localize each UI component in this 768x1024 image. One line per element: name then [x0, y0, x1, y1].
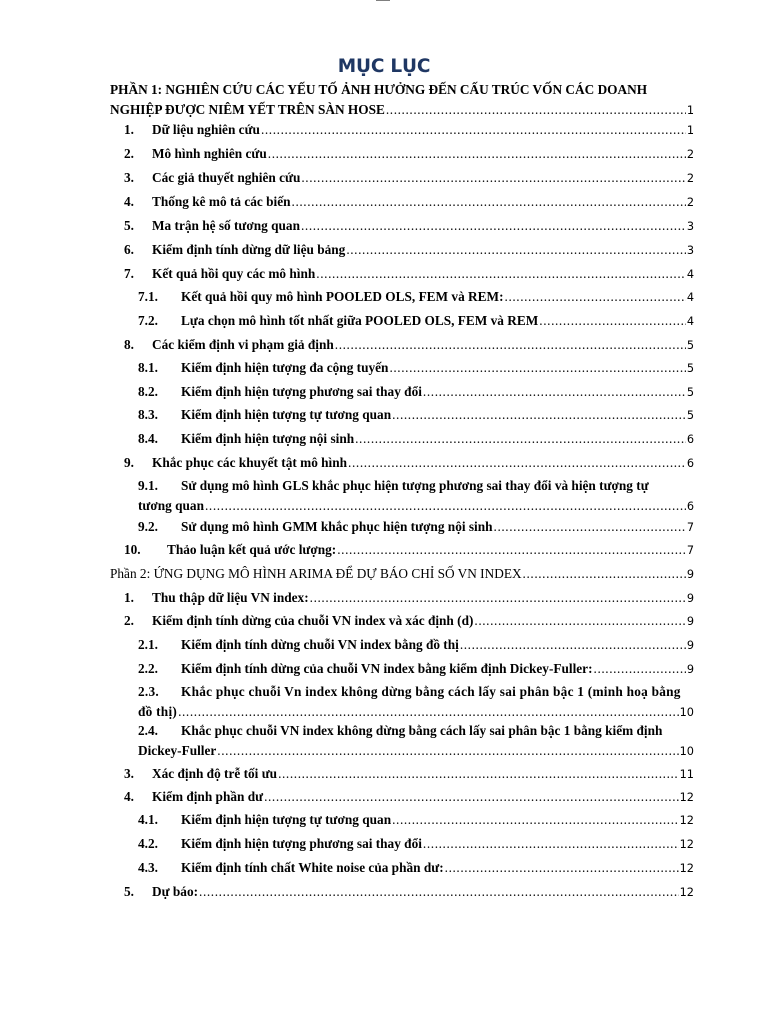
toc-dot-leader [301, 168, 685, 188]
toc-entry-title: Kiểm định hiện tượng tự tương quan [181, 407, 392, 422]
toc-entry-title: NGHIỆP ĐƯỢC NIÊM YẾT TRÊN SÀN HOSE [110, 101, 385, 117]
toc-entry-title-line1: Sử dụng mô hình GLS khắc phục hiện tượng phương sai thay đổi và hiện tượng tự [181, 478, 649, 493]
toc-entry-title: Các kiểm định vi phạm giả định [152, 337, 334, 352]
toc-dot-leader [264, 787, 679, 807]
toc-entry-title: Kiểm định tính dừng của chuỗi VN index bằng kiểm định Dickey-Fuller: [181, 661, 593, 676]
toc-page-number: 2 [686, 196, 694, 209]
toc-entry-title: Kết quả hồi quy các mô hình [152, 266, 316, 281]
toc-entry-title: Xác định độ trễ tối ưu [152, 766, 278, 781]
toc-dot-leader [337, 540, 686, 560]
toc-entry-title: Phần 2: ỨNG DỤNG MÔ HÌNH ARIMA ĐỂ DỰ BÁO CHỈ SỐ VN INDEX [110, 566, 522, 581]
toc-entry-title-line1: Khắc phục chuỗi Vn index không dừng bằng cách lấy sai phân bậc 1 (minh hoạ bằng [181, 684, 681, 699]
toc-entry-number: 4.3. [138, 860, 158, 875]
toc-page-number: 4 [686, 291, 694, 304]
toc-entry[interactable] [124, 588, 694, 609]
toc-dot-leader [594, 659, 686, 679]
toc-entry-title: Kiểm định hiện tượng đa cộng tuyến [181, 360, 389, 375]
toc-entry[interactable] [124, 453, 694, 474]
toc-entry[interactable] [124, 764, 694, 785]
toc-entry-title: Kiểm định hiện tượng phương sai thay đổi [181, 384, 422, 399]
toc-page-number: 9 [686, 663, 694, 676]
toc-entry[interactable] [124, 611, 694, 632]
toc-entry-title: Lựa chọn mô hình tốt nhất giữa POOLED OLS, FEM và REM [181, 313, 539, 328]
toc-entry-number: 1. [124, 122, 134, 137]
toc-entry-title-line1: PHẦN 1: NGHIÊN CỨU CÁC YẾU TỐ ẢNH HƯỞNG ĐẾN CẤU TRÚC VỐN CÁC DOANH [110, 82, 648, 97]
toc-page-number: 9 [686, 615, 694, 628]
toc-page-number: 7 [686, 544, 694, 557]
toc-entry-title: Kiểm định hiện tượng nội sinh [181, 431, 355, 446]
toc-entry-title: Kiểm định phần dư [152, 789, 264, 804]
toc-entry[interactable] [124, 192, 694, 213]
toc-page-number: 12 [679, 838, 694, 851]
toc-entry[interactable] [124, 120, 694, 141]
toc-dot-leader [348, 453, 686, 473]
toc-entry[interactable] [124, 264, 694, 285]
toc-page-number: 10 [679, 705, 694, 719]
toc-page-number: 6 [686, 433, 694, 446]
toc-entry-part-2[interactable] [110, 564, 694, 585]
toc-page-number: 5 [686, 386, 694, 399]
toc-entry-sub[interactable] [138, 517, 694, 538]
toc-entry-title: Kiểm định hiện tượng phương sai thay đổi [181, 836, 422, 851]
toc-entry-number: 8. [124, 337, 134, 352]
toc-dot-leader [301, 216, 686, 236]
toc-entry-title: Sử dụng mô hình GMM khắc phục hiện tượng nội sinh [181, 519, 493, 534]
toc-entry-number: 7.1. [138, 289, 158, 304]
toc-entry-number: 4.2. [138, 836, 158, 851]
toc-page-number: 4 [686, 268, 694, 281]
toc-dot-leader [310, 588, 686, 608]
toc-page-number: 5 [686, 409, 694, 422]
toc-entry-title: Ma trận hệ số tương quan [152, 218, 300, 233]
toc-entry-sub[interactable] [138, 405, 694, 426]
toc-entry-title: Mô hình nghiên cứu [152, 146, 267, 161]
toc-entry-title: Thống kê mô tả các biến [152, 194, 291, 209]
toc-entry-title: Kiểm định hiện tượng tự tương quan [181, 812, 392, 827]
toc-entry-number: 3. [124, 766, 134, 781]
toc-dot-leader [292, 192, 686, 212]
toc-entry-title: Kết quả hồi quy mô hình POOLED OLS, FEM và REM: [181, 289, 504, 304]
toc-entry-title: Thu thập dữ liệu VN index: [152, 590, 309, 605]
toc-entry-sub[interactable] [138, 858, 694, 879]
toc-entry[interactable] [124, 240, 694, 261]
toc-page-number: 10 [679, 744, 694, 758]
toc-dot-leader [217, 741, 678, 761]
toc-page-number: 9 [686, 568, 694, 581]
toc-entry-number: 9.1. [138, 478, 158, 493]
toc-entry[interactable] [124, 216, 694, 237]
toc-entry-number: 1. [124, 590, 134, 605]
toc-entry-number: 9. [124, 455, 134, 470]
toc-page-number: 1 [686, 124, 694, 137]
toc-page-number: 5 [686, 339, 694, 352]
toc-dot-leader [386, 100, 686, 120]
toc-page-number: 4 [686, 315, 694, 328]
toc-dot-leader [474, 611, 685, 631]
toc-entry-sub[interactable] [138, 358, 694, 379]
toc-entry-number: 4. [124, 194, 134, 209]
toc-entry-number: 5. [124, 884, 134, 899]
toc-entry-number: 2.2. [138, 661, 158, 676]
toc-entry-number: 7. [124, 266, 134, 281]
toc-entry-sub[interactable] [138, 635, 694, 656]
toc-page-number: 12 [679, 791, 694, 804]
toc-page-number: 5 [686, 362, 694, 375]
toc-entry-number: 6. [124, 242, 134, 257]
toc-entry-sub[interactable] [138, 659, 694, 680]
toc-entry-number: 8.1. [138, 360, 158, 375]
toc-dot-leader [335, 335, 686, 355]
toc-entry-number: 2. [124, 146, 134, 161]
toc-entry[interactable] [124, 540, 694, 561]
toc-page-number: 7 [686, 521, 694, 534]
toc-entry-title: Khắc phục các khuyết tật mô hình [152, 455, 348, 470]
toc-entry-title: Kiểm định tính dừng của chuỗi VN index và xác định (d) [152, 613, 474, 628]
toc-dot-leader [445, 858, 679, 878]
toc-dot-leader [355, 429, 686, 449]
toc-entry-number: 5. [124, 218, 134, 233]
toc-page-number: 3 [686, 220, 694, 233]
toc-dot-leader [494, 517, 686, 537]
toc-dot-leader [178, 702, 679, 722]
toc-dot-leader [392, 810, 679, 830]
toc-entry-number: 3. [124, 170, 134, 185]
toc-entry-number: 9.2. [138, 519, 158, 534]
toc-dot-leader [346, 240, 685, 260]
toc-entry-number: 10. [124, 542, 141, 557]
toc-dot-leader [505, 287, 686, 307]
toc-entry-number: 4.1. [138, 812, 158, 827]
toc-entry-number: 8.2. [138, 384, 158, 399]
toc-entry-part-1[interactable] [110, 80, 694, 120]
toc-entry-title: Các giả thuyết nghiên cứu [152, 170, 301, 185]
toc-entry-number: 2.3. [138, 684, 159, 699]
toc-dot-leader [199, 882, 679, 902]
toc-page-number: 2 [686, 148, 694, 161]
toc-entry-title: Kiểm định tính dừng chuỗi VN index bằng đồ thị [181, 637, 459, 652]
toc-page-number: 6 [686, 499, 694, 513]
toc-page-number: 12 [679, 814, 694, 827]
toc-entry-sub[interactable] [138, 682, 694, 722]
toc-entry-number: 8.4. [138, 431, 158, 446]
toc-dot-leader [261, 120, 686, 140]
toc-heading: MỤC LỤC [337, 56, 431, 77]
toc-page-number: 9 [686, 592, 694, 605]
toc-entry-number: 2.1. [138, 637, 158, 652]
toc-dot-leader [268, 144, 686, 164]
toc-dot-leader [278, 764, 679, 784]
toc-entry-sub[interactable] [138, 311, 694, 332]
toc-page-number: 3 [686, 244, 694, 257]
toc-page-number: 12 [679, 862, 694, 875]
toc-page-number: 9 [686, 639, 694, 652]
toc-dot-leader [423, 834, 679, 854]
toc-entry-number: 2. [124, 613, 134, 628]
toc-entry-title: Dữ liệu nghiên cứu [152, 122, 260, 137]
toc-entry[interactable] [124, 144, 694, 165]
toc-dot-leader [205, 496, 686, 516]
toc-entry-sub[interactable] [138, 429, 694, 450]
toc-entry[interactable] [124, 168, 694, 189]
toc-dot-leader [460, 635, 686, 655]
toc-page-number: 6 [686, 457, 694, 470]
toc-entry-title-line1: Khắc phục chuỗi VN index không dừng bằng cách lấy sai phân bậc 1 bằng kiểm định [181, 723, 663, 738]
toc-entry[interactable] [124, 335, 694, 356]
toc-dot-leader [316, 264, 686, 284]
toc-entry-title: Thảo luận kết quả ước lượng: [167, 542, 337, 557]
toc-entry-sub[interactable] [138, 721, 694, 761]
toc-entry-number: 8.3. [138, 407, 158, 422]
toc-page-number: 2 [686, 172, 694, 185]
toc-page-number: 12 [679, 886, 694, 899]
toc-entry-title: Kiểm định tính chất White noise của phần dư: [181, 860, 444, 875]
toc-entry[interactable] [124, 787, 694, 808]
toc-dot-leader [523, 564, 686, 584]
toc-dot-leader [389, 358, 685, 378]
toc-entry-sub[interactable] [138, 287, 694, 308]
toc-entry-sub[interactable] [138, 834, 694, 855]
toc-entry-title: Dự báo: [152, 884, 199, 899]
toc-entry[interactable] [124, 882, 694, 903]
toc-entry-sub[interactable] [138, 382, 694, 403]
toc-entry-title: tương quan [138, 497, 204, 513]
toc-entry-title: Dickey-Fuller [138, 742, 217, 758]
toc-entry-title: đồ thị) [138, 703, 178, 719]
toc-dot-leader [392, 405, 686, 425]
toc-entry-number: 4. [124, 789, 134, 804]
toc-entry-number: 2.4. [138, 723, 158, 738]
toc-dot-leader [539, 311, 686, 331]
toc-entry-sub[interactable] [138, 810, 694, 831]
toc-entry-number: 7.2. [138, 313, 158, 328]
toc-entry-sub[interactable] [138, 476, 694, 516]
toc-dot-leader [423, 382, 686, 402]
toc-entry-title: Kiểm định tính dừng dữ liệu bảng [152, 242, 346, 257]
toc-page-number: 1 [686, 103, 694, 117]
toc-page-number: 11 [679, 768, 694, 781]
